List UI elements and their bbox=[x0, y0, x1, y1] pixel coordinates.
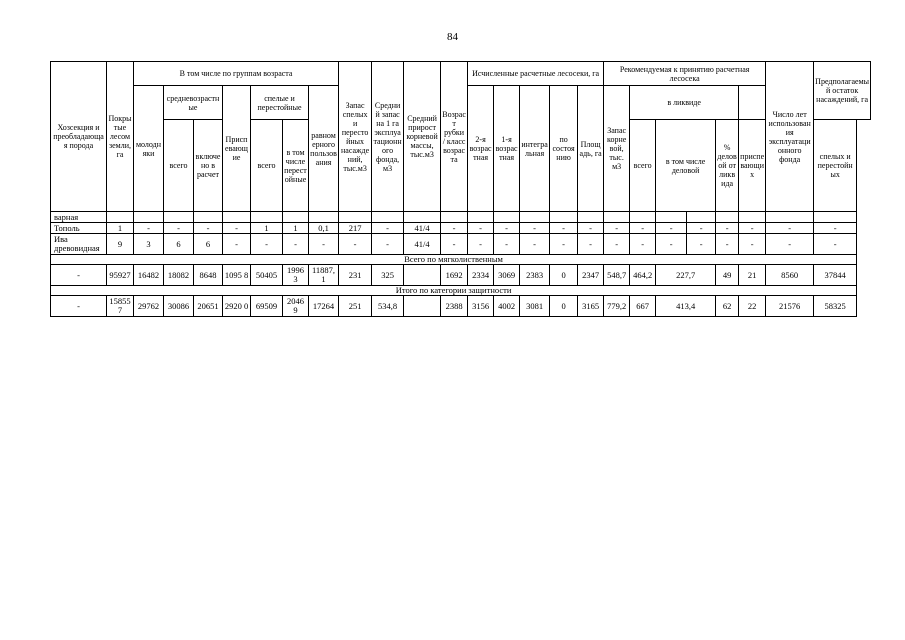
cell: 69509 bbox=[251, 296, 283, 317]
cell: 2046 9 bbox=[283, 296, 309, 317]
cell: 779,2 bbox=[604, 296, 630, 317]
cell: 1095 8 bbox=[223, 265, 251, 286]
table-row bbox=[51, 234, 871, 255]
cell: - bbox=[223, 223, 251, 234]
header-included: включено в расчет bbox=[194, 120, 223, 212]
cell: 413,4 bbox=[656, 296, 716, 317]
cell: 1692 bbox=[441, 265, 468, 286]
cell: 6 bbox=[194, 234, 223, 255]
cell: 15855 7 bbox=[107, 296, 134, 317]
cell: - bbox=[468, 223, 494, 234]
header-remainder: Предполагаемый остаток насаждений, га bbox=[814, 62, 871, 120]
header-young: молодняки bbox=[134, 86, 164, 212]
cell: 58325 bbox=[814, 296, 857, 317]
cell: 3 bbox=[134, 234, 164, 255]
cell: 2383 bbox=[520, 265, 550, 286]
cell: - bbox=[520, 234, 550, 255]
total-row bbox=[51, 265, 871, 286]
header-liquid: в ликвиде bbox=[630, 86, 739, 120]
header-avg-gain: Средний прирост корневой массы, тыс.м3 bbox=[404, 62, 441, 212]
header-total: всего bbox=[164, 120, 194, 212]
cell: - bbox=[630, 223, 656, 234]
cell: - bbox=[51, 296, 107, 317]
header-avg-stock: Средний запас на 1 га эксплуатационного фонда, м3 bbox=[372, 62, 404, 212]
cell: - bbox=[164, 223, 194, 234]
cell: - bbox=[441, 234, 468, 255]
forest-table bbox=[50, 61, 871, 317]
header-calc-cuts: Исчисленные расчетные лесосеки, га bbox=[468, 62, 604, 86]
header-age-groups: В том числе по группам возраста bbox=[134, 62, 339, 86]
cell: - bbox=[739, 234, 766, 255]
header-rem-mature: спелых и перестойных bbox=[814, 120, 857, 212]
table-row bbox=[51, 212, 871, 223]
cell: 548,7 bbox=[604, 265, 630, 286]
cell: - bbox=[604, 234, 630, 255]
section-title: Всего по мягколиственным bbox=[51, 255, 857, 265]
cell: - bbox=[739, 223, 766, 234]
cell: - bbox=[630, 234, 656, 255]
cell: 3081 bbox=[520, 296, 550, 317]
header-root-stock: Запас корневой, тыс. м3 bbox=[604, 86, 630, 212]
cell bbox=[404, 265, 441, 286]
cell: 11887, 1 bbox=[309, 265, 339, 286]
cell: 18082 bbox=[164, 265, 194, 286]
header-pct-business: % деловой от ликвида bbox=[716, 120, 739, 212]
total-row bbox=[51, 296, 871, 317]
header-recommended: Рекомендуемая к принятию расчетная лесосека bbox=[604, 62, 766, 86]
header-years: Число лет использования эксплуатационного фонда bbox=[766, 62, 814, 212]
header-age2: 2-я возрастная bbox=[468, 86, 494, 212]
header-total2: всего bbox=[251, 120, 283, 212]
cell: - bbox=[814, 234, 857, 255]
cell: - bbox=[494, 223, 520, 234]
cell: 2388 bbox=[441, 296, 468, 317]
header-species: Хозсекция и преобладающая порода bbox=[51, 62, 107, 212]
cell: 8648 bbox=[194, 265, 223, 286]
cell: 22 bbox=[739, 296, 766, 317]
cell: 464,2 bbox=[630, 265, 656, 286]
header-rem-maturing: приспевающих bbox=[739, 120, 766, 212]
header-uniform: равномерного пользования bbox=[309, 86, 339, 212]
cell: - bbox=[716, 234, 739, 255]
cell: - bbox=[51, 265, 107, 286]
cell: - bbox=[550, 223, 578, 234]
header-age-class: Возраст рубки / класс возраста bbox=[441, 62, 468, 212]
header-forest-area: Покрытые лесом земли, га bbox=[107, 62, 134, 212]
cell: 3165 bbox=[578, 296, 604, 317]
cell: 8560 bbox=[766, 265, 814, 286]
cell: - bbox=[283, 234, 309, 255]
cell: 0 bbox=[550, 265, 578, 286]
cell: 95927 bbox=[107, 265, 134, 286]
cell: 0 bbox=[550, 296, 578, 317]
header-age1: 1-я возрастная bbox=[494, 86, 520, 212]
section-title: Итого по категории защитности bbox=[51, 286, 857, 296]
section-title-row bbox=[51, 286, 871, 296]
cell: - bbox=[309, 234, 339, 255]
cell: - bbox=[134, 223, 164, 234]
cell: - bbox=[766, 223, 814, 234]
cell: 2347 bbox=[578, 265, 604, 286]
cell: 1 bbox=[283, 223, 309, 234]
cell: 251 bbox=[339, 296, 372, 317]
cell: - bbox=[656, 234, 687, 255]
cell: 2334 bbox=[468, 265, 494, 286]
row-name: Тополь bbox=[51, 223, 107, 234]
cell: 41/4 bbox=[404, 223, 441, 234]
header-incl-overmature: в том числе перестойные bbox=[283, 120, 309, 212]
cell: - bbox=[656, 223, 687, 234]
cell: 30086 bbox=[164, 296, 194, 317]
cell: 1996 3 bbox=[283, 265, 309, 286]
cell: 0,1 bbox=[309, 223, 339, 234]
cell bbox=[404, 296, 441, 317]
header-integral: интегральная bbox=[520, 86, 550, 212]
header-middle-aged: средневозрастные bbox=[164, 86, 223, 120]
cell: 41/4 bbox=[404, 234, 441, 255]
cell: 227,7 bbox=[656, 265, 716, 286]
cell: 3156 bbox=[468, 296, 494, 317]
table-row bbox=[51, 223, 871, 234]
page-number: 84 bbox=[447, 31, 458, 43]
header-area: Площадь, га bbox=[578, 86, 604, 212]
section-title-row bbox=[51, 255, 871, 265]
cell: - bbox=[716, 223, 739, 234]
cell: 17264 bbox=[309, 296, 339, 317]
cell: 9 bbox=[107, 234, 134, 255]
cell: - bbox=[578, 223, 604, 234]
cell: - bbox=[251, 234, 283, 255]
cell: 20651 bbox=[194, 296, 223, 317]
cell: - bbox=[441, 223, 468, 234]
cell: 21 bbox=[739, 265, 766, 286]
header-total3: всего bbox=[630, 120, 656, 212]
cell: - bbox=[468, 234, 494, 255]
cell: 1 bbox=[107, 223, 134, 234]
header-stock: Запас спелых и перестойных насаждений, тыс.м3 bbox=[339, 62, 372, 212]
cell: - bbox=[814, 223, 857, 234]
cell: 49 bbox=[716, 265, 739, 286]
header-mature-over: спелые и перестойные bbox=[251, 86, 309, 120]
cell: 667 bbox=[630, 296, 656, 317]
cell: 231 bbox=[339, 265, 372, 286]
cell: - bbox=[372, 223, 404, 234]
cell: - bbox=[223, 234, 251, 255]
cell: 21576 bbox=[766, 296, 814, 317]
cell: 50405 bbox=[251, 265, 283, 286]
cell: 29762 bbox=[134, 296, 164, 317]
header-incl-business: в том числе деловой bbox=[656, 120, 716, 212]
cell: - bbox=[687, 234, 716, 255]
header-maturing: Приспевающие bbox=[223, 86, 251, 212]
cell: 534,8 bbox=[372, 296, 404, 317]
cell: - bbox=[339, 234, 372, 255]
cell: 6 bbox=[164, 234, 194, 255]
row-name: варная bbox=[51, 212, 107, 223]
cell: 217 bbox=[339, 223, 372, 234]
cell: - bbox=[194, 223, 223, 234]
cell: 2920 0 bbox=[223, 296, 251, 317]
row-name: Ива древовидная bbox=[51, 234, 107, 255]
cell: 37844 bbox=[814, 265, 857, 286]
cell: 4002 bbox=[494, 296, 520, 317]
cell: - bbox=[687, 223, 716, 234]
cell: - bbox=[550, 234, 578, 255]
cell: 16482 bbox=[134, 265, 164, 286]
cell: - bbox=[604, 223, 630, 234]
header-condition: по состоянию bbox=[550, 86, 578, 212]
cell: 62 bbox=[716, 296, 739, 317]
cell: - bbox=[578, 234, 604, 255]
cell: - bbox=[766, 234, 814, 255]
cell: 1 bbox=[251, 223, 283, 234]
cell: - bbox=[372, 234, 404, 255]
cell: 325 bbox=[372, 265, 404, 286]
cell: - bbox=[494, 234, 520, 255]
cell: - bbox=[520, 223, 550, 234]
cell: 3069 bbox=[494, 265, 520, 286]
